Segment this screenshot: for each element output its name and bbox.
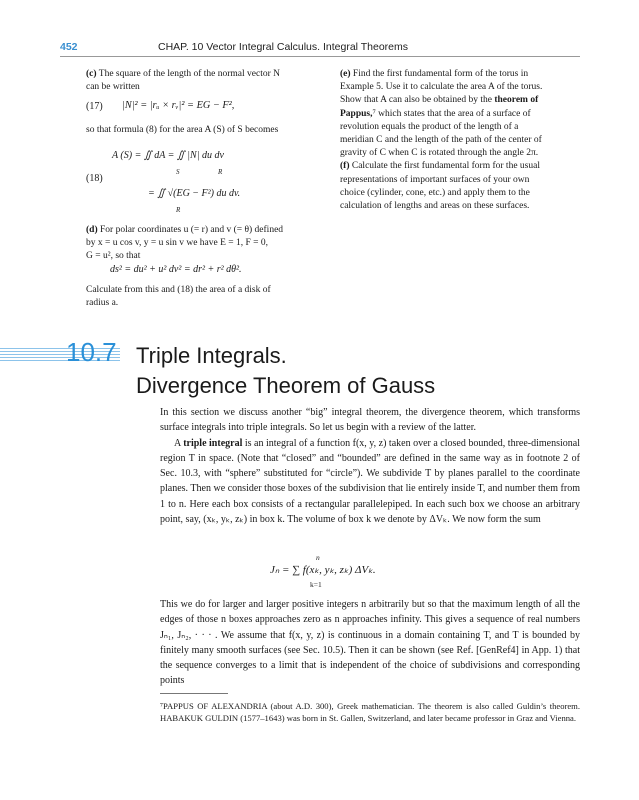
- problem-d-text-1: For polar coordinates u (= r) and v (= θ) defined: [100, 225, 284, 235]
- problem-e-bold: theorem of: [494, 95, 539, 106]
- problem-e-label: (e): [340, 69, 351, 79]
- body-intro: [160, 405, 580, 527]
- left-column: [86, 68, 308, 94]
- eq17: |N|² = |rᵤ × rᵥ|² = EG − F²,: [122, 100, 235, 111]
- eq18-sub-s: S: [176, 168, 180, 176]
- problem-e-text-4: ⁷ which states that the area of a surface of: [372, 108, 531, 119]
- eq17-number: (17): [86, 101, 103, 112]
- body-continued: [160, 597, 580, 689]
- problem-f-text-2: representations of important surfaces of your own: [340, 174, 530, 185]
- problem-c-text-1: The square of the length of the normal vector N: [98, 69, 280, 79]
- after-ds: [86, 284, 308, 310]
- paragraph-2-rest: is an integral of a function f(x, y, z) taken over a closed bounded, three-dimensional region T in space. (Note that “closed” and “bounded” are defined in the same way as in footnote 2 of Sec. 10.3, with “sphere” substituted for “circle”). We subdivide T by planes parallel to the coordinate planes. Then we consider those boxes of the subdivision that lie entirely inside T, and number them from 1 to n. Here each box consists of a rectangular parallelepiped. In each such box we choose an arbitrary point, say, (xₖ, yₖ, zₖ) in box k. The volume of box k we denote by ΔVₖ. We now form the sum: [160, 437, 580, 526]
- footnote: ⁷PAPPUS OF ALEXANDRIA (about A.D. 300), Greek mathematician. The theorem is also called Guldin’s theorem. HABAKUK GULDIN (1577–1643) was born in St. Gallen, Switzerland, and later became professor in Graz and Vienna.: [160, 701, 580, 723]
- sum-formula: Jₙ = ∑ f(xₖ, yₖ, zₖ) ΔVₖ.: [270, 564, 376, 576]
- problem-e-text-1: Find the first fundamental form of the torus in: [352, 69, 529, 79]
- problem-f-text-1: Calculate the first fundamental form for the usual: [351, 161, 540, 172]
- sum-upper-limit: n: [316, 553, 320, 562]
- problem-e-text-3: Show that A can also be obtained by the: [340, 95, 492, 106]
- after-eq17: so that formula (8) for the area A (S) of S becomes: [86, 125, 279, 135]
- page-number: 452: [60, 41, 78, 53]
- eq18-number: (18): [86, 173, 103, 184]
- section-title-line2: Divergence Theorem of Gauss: [136, 373, 436, 398]
- paragraph-2: [160, 436, 580, 528]
- problem-e-text-5: revolution equals the product of the length of a: [340, 121, 519, 132]
- problem-d-text-3: G = u², so that: [86, 251, 141, 262]
- problem-e-text-2: Example 5. Use it to calculate the area A of the torus.: [340, 82, 543, 93]
- problem-f-text-3: choice (cylinder, cone, etc.) and apply them to the: [340, 187, 530, 198]
- problem-d-text-2: by x = u cos v, y = u sin v we have E = 1, F = 0,: [86, 238, 269, 249]
- header-rule: [60, 56, 580, 57]
- problem-e-text-7: gravity of C when C is rotated through the angle 2π.: [340, 148, 539, 159]
- section-number: 10.7: [66, 337, 117, 367]
- footnote-rule: [160, 693, 228, 694]
- ds-equation: ds² = du² + u² dv² = dr² + r² dθ².: [110, 264, 242, 275]
- eq18-line1: A (S) = ∬ dA = ∬ |N| du dv: [112, 150, 224, 161]
- section-title: [136, 341, 435, 401]
- after-ds-2: radius a.: [86, 298, 119, 309]
- running-title: CHAP. 10 Vector Integral Calculus. Integral Theorems: [158, 41, 408, 53]
- eq18-line2: = ∬ √(EG − F²) du dv.: [148, 188, 241, 199]
- sum-lower-limit: k=1: [310, 580, 322, 589]
- after-ds-1: Calculate from this and (18) the area of a disk of: [86, 285, 271, 295]
- eq18-sub-r2: R: [176, 206, 181, 214]
- eq18-sub-r1: R: [218, 168, 223, 176]
- problem-d-label: (d): [86, 225, 98, 235]
- paragraph-3: This we do for larger and larger positive integers n arbitrarily but so that the maximum length of all the edges of those n boxes approaches zero as n approaches infinity. This gives a sequence of real numbers Jₙ₁, Jₙ₂, · · · . We assume that f(x, y, z) is continuous in a domain containing T, and T is bounded by finitely many smooth surfaces (see Sec. 10.5). Then it can be shown (see Ref. [GenRef4] in App. 1) that the sequence converges to a limit that is independent of the choice of subdivisions and corresponding points: [160, 599, 580, 687]
- right-column: [340, 68, 560, 213]
- problem-c-text-2: can be written: [86, 82, 140, 93]
- problem-f-label: (f): [340, 161, 350, 172]
- triple-integral-term: triple integral: [183, 437, 243, 449]
- problem-e-text-6: meridian C and the length of the path of the center of: [340, 135, 542, 146]
- paragraph-1: In this section we discuss another “big” integral theorem, the divergence theorem, which transforms surface integrals into triple integrals. So let us begin with a review of the latter.: [160, 407, 580, 434]
- problem-d: [86, 224, 308, 264]
- problem-f-text-4: calculation of lengths and areas on these surfaces.: [340, 201, 530, 212]
- section-title-line1: Triple Integrals.: [136, 343, 287, 368]
- problem-c-label: (c): [86, 69, 97, 79]
- paragraph-2-start: A: [174, 437, 184, 449]
- problem-e-pappus: Pappus,: [340, 108, 373, 119]
